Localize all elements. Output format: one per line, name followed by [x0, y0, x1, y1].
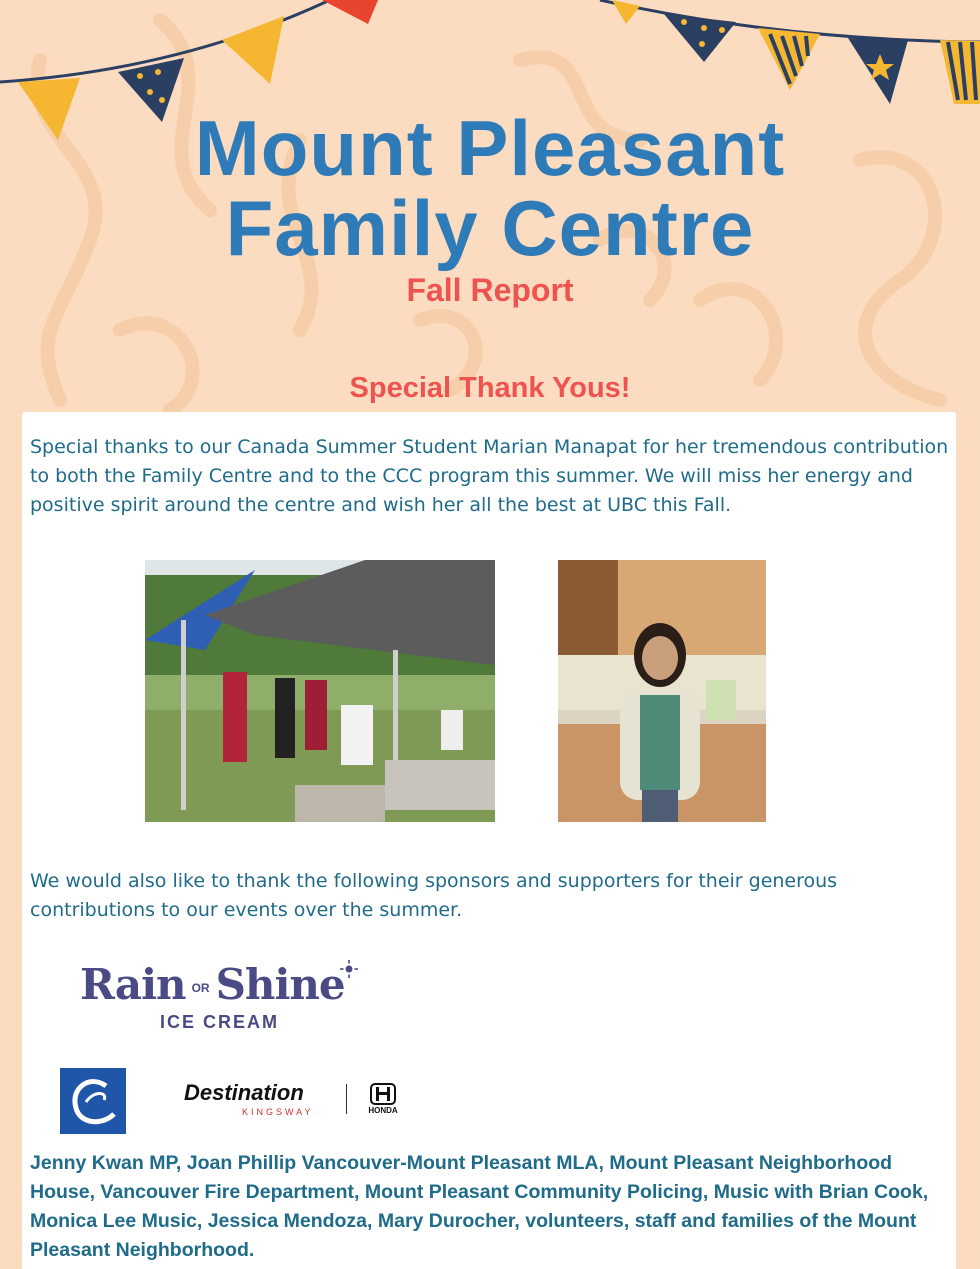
section-heading: Special Thank Yous! [349, 372, 631, 404]
page-title-line2: Family Centre [225, 184, 755, 272]
destination-kingsway-logo [184, 1080, 414, 1120]
event-photo [145, 560, 495, 822]
honda-h-icon [358, 1082, 408, 1106]
page-title-line1: Mount Pleasant [194, 104, 786, 192]
logo-divider [346, 1084, 347, 1114]
supporters-list: Jenny Kwan MP, Joan Phillip Vancouver-Mount Pleasant MLA, Mount Pleasant Neighborhood House, Vancouver Fire Department, Mount Pleasant Community Policing, Music with Brian Cook, Monica Lee Music, Jessica Mendoza, Mary Durocher, volunteers, staff and families of the Mount Pleasant Neighborhood. [30, 1152, 929, 1261]
honda-logo [358, 1082, 408, 1118]
or-text: OR [191, 981, 210, 995]
sponsors-paragraph: We would also like to thank the following sponsors and supporters for their generous contributions to our events over the summer. [30, 870, 838, 921]
rain-or-shine-wordmark [80, 960, 345, 1009]
page-subtitle: Fall Report [406, 272, 574, 308]
honda-text: HONDA [368, 1106, 398, 1115]
student-photo [558, 560, 766, 822]
rain-or-shine-logo [80, 960, 380, 1042]
c-logo-icon [60, 1068, 126, 1134]
kingsway-text: KINGSWAY [242, 1107, 314, 1117]
shine-text: Shine [215, 960, 345, 1009]
ice-cream-text: ICE CREAM [160, 1012, 280, 1032]
rain-text: Rain [80, 960, 186, 1009]
content-card [22, 412, 956, 1269]
destination-text: Destination [184, 1080, 304, 1105]
sun-icon [340, 960, 358, 978]
thanks-paragraph: Special thanks to our Canada Summer Student Marian Manapat for her tremendous contribution to both the Family Centre and to the CCC program this summer. We will miss her energy and positive spirit around the centre and wish her all the best at UBC this Fall. [30, 436, 949, 516]
